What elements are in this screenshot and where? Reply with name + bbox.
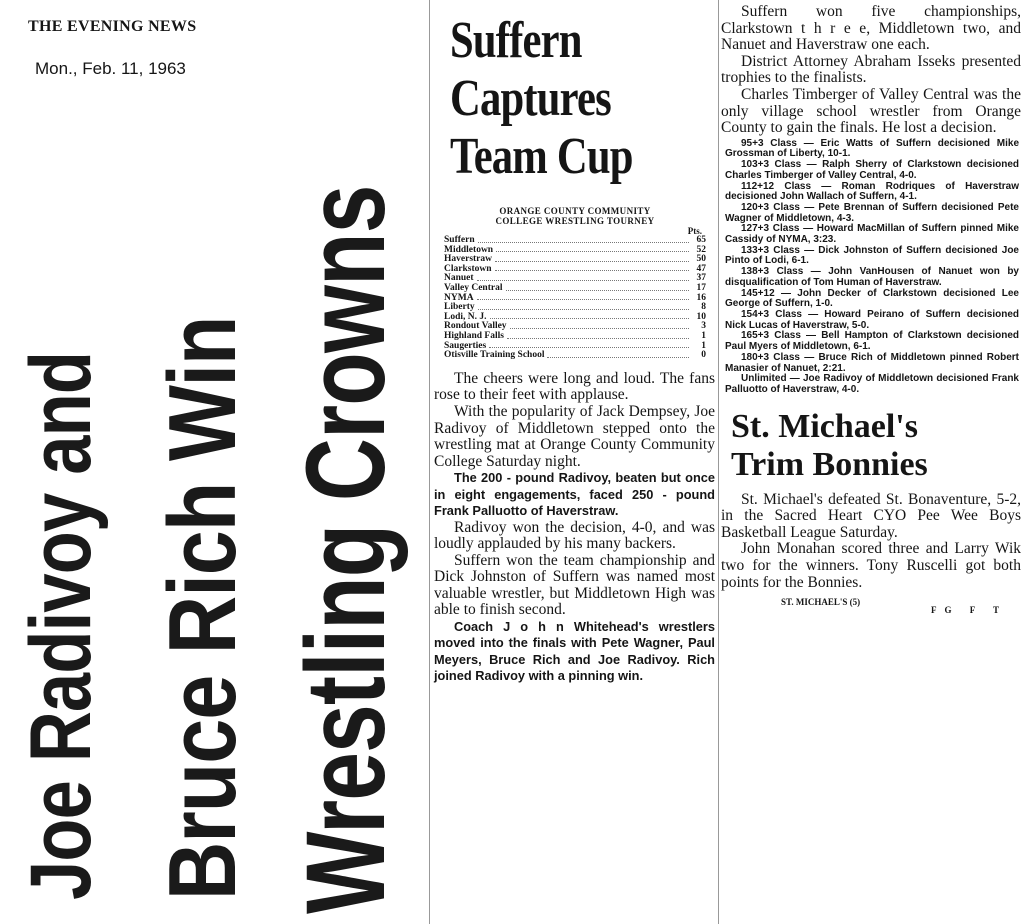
- headline-line-2: Bruce Rich Win: [149, 316, 256, 900]
- story-continued-column: [721, 0, 1021, 615]
- team-name: NYMA: [444, 292, 474, 303]
- team-points: 47: [696, 263, 706, 274]
- match-result: 112+12 Class — Roman Rodriques of Haverstraw decisioned John Wallach of Suffern, 4-1.: [725, 180, 1019, 203]
- standings-title: [444, 206, 706, 226]
- team-name: Rondout Valley: [444, 321, 507, 332]
- dot-leader: [495, 255, 689, 262]
- dot-leader: [506, 284, 690, 291]
- team-name: Liberty: [444, 302, 475, 313]
- team-points: 65: [696, 235, 706, 245]
- newspaper-name: THE EVENING NEWS: [28, 18, 197, 35]
- dot-leader: [495, 265, 689, 272]
- column-rule: [429, 0, 430, 924]
- story2-title-line: Trim Bonnies: [731, 445, 928, 483]
- match-result: 103+3 Class — Ralph Sherry of Clarkstown decisioned Charles Timberger of Valley Central, 4-0.: [725, 159, 1019, 181]
- team-name: Saugerties: [444, 340, 487, 351]
- team-name: Nanuet: [444, 273, 474, 284]
- match-results: [725, 139, 1019, 396]
- match-result: 127+3 Class — Howard MacMillan of Suffern pinned Mike Cassidy of NYMA, 3:23.: [725, 223, 1019, 246]
- match-result: Unlimited — Joe Radivoy of Middletown decisioned Frank Palluotto of Haverstraw, 4-0.: [725, 373, 1019, 395]
- dot-leader: [489, 342, 689, 349]
- headline-line-3: Wrestling Crowns: [283, 185, 408, 914]
- bold-paragraph: Coach J o h n Whitehead's wrestlers moved into the finals with Pete Wagner, Paul Meyers, Bruce Rich and Joe Radivoy. Rich joined Radivoy with a pinning win.: [434, 619, 715, 684]
- paragraph: John Monahan scored three and Larry Wik two for the winners. Tony Ruscelli got both points for the Bonnies.: [721, 540, 1021, 591]
- dot-leader: [477, 294, 689, 301]
- paragraph: With the popularity of Jack Dempsey, Joe Radivoy of Middletown stepped onto the wrestling mat at Orange County Community College Saturday night.: [434, 402, 715, 470]
- dot-leader: [478, 236, 689, 243]
- team-points: 16: [696, 292, 706, 303]
- team-points: 52: [696, 244, 706, 255]
- dot-leader: [510, 322, 689, 329]
- team-points: 50: [696, 254, 706, 265]
- paragraph: Suffern won five championships, Clarkstown t h r e e, Middletown two, and Nanuet and Haverstraw one each.: [721, 3, 1021, 54]
- dot-leader: [507, 332, 689, 339]
- paragraph: St. Michael's defeated St. Bonaventure, 5-2, in the Sacred Heart CYO Pee Wee Boys Basketball League Saturday.: [721, 490, 1021, 541]
- team-points: 37: [696, 273, 706, 284]
- paragraph: The cheers were long and loud. The fans rose to their feet with applause.: [434, 369, 715, 404]
- team-points: 8: [701, 302, 706, 313]
- story-title-line: Suffern: [450, 12, 582, 69]
- standings-title-line: COLLEGE WRESTLING TOURNEY: [495, 216, 655, 226]
- paragraph: Suffern won the team championship and Dick Johnston of Suffern was named most valuable wrestler, but Middletown High was able to finish second.: [434, 551, 715, 619]
- match-result: 145+12 — John Decker of Clarkstown decisioned Lee George of Suffern, 1-0.: [725, 287, 1019, 310]
- box-score: [721, 597, 1021, 615]
- story-suffern-column: [432, 0, 716, 685]
- team-name: Clarkstown: [444, 263, 492, 274]
- standings-row: [444, 351, 706, 361]
- standings-row: [444, 265, 706, 275]
- dot-leader: [478, 303, 689, 310]
- match-result: 120+3 Class — Pete Brennan of Suffern decisioned Pete Wagner of Middletown, 4-3.: [725, 201, 1019, 224]
- story-title: [450, 12, 729, 186]
- bold-paragraph: The 200 - pound Radivoy, beaten but once in eight engagements, faced 250 - pound Frank Palluotto of Haverstraw.: [434, 470, 715, 519]
- paragraph: Radivoy won the decision, 4-0, and was loudly applauded by his many backers.: [434, 518, 715, 553]
- team-points: 10: [696, 311, 706, 322]
- team-name: Valley Central: [444, 282, 503, 293]
- team-points: 3: [701, 321, 706, 332]
- dot-leader: [547, 351, 689, 358]
- match-result: 180+3 Class — Bruce Rich of Middletown pinned Robert Manasier of Nanuet, 2:21.: [725, 351, 1019, 374]
- masthead: [28, 18, 196, 79]
- points-header: Pts.: [687, 226, 702, 236]
- team-name: Middletown: [444, 244, 494, 255]
- standings-row: [444, 294, 706, 304]
- dot-leader: [490, 313, 690, 320]
- standings-table: [444, 206, 706, 361]
- team-points: 0: [701, 350, 706, 361]
- team-name: Otisville Training School: [444, 350, 545, 361]
- team-points: 1: [701, 330, 706, 341]
- match-result: 133+3 Class — Dick Johnston of Suffern decisioned Joe Pinto of Lodi, 6-1.: [725, 244, 1019, 267]
- match-result: 95+3 Class — Eric Watts of Suffern decisioned Mike Grossman of Liberty, 10-1.: [725, 137, 1019, 160]
- story-body: [434, 371, 715, 685]
- dot-leader: [496, 246, 689, 253]
- box-score-columns: FG F T: [930, 605, 1007, 616]
- story-continued-body: [721, 4, 1021, 137]
- standings-title-line: ORANGE COUNTY COMMUNITY: [499, 206, 651, 216]
- team-name: Haverstraw: [444, 254, 493, 265]
- story-title-line: Team Cup: [450, 128, 633, 185]
- story2-title-line: St. Michael's: [731, 407, 918, 445]
- team-name: Highland Falls: [444, 330, 504, 341]
- paragraph: Charles Timberger of Valley Central was the only village school wrestler from Orange County to gain the finals. He lost a decision.: [721, 85, 1021, 137]
- paragraph: District Attorney Abraham Isseks presented trophies to the finalists.: [721, 52, 1021, 87]
- team-points: 17: [696, 282, 706, 293]
- standings-row: [444, 284, 706, 294]
- team-name: Suffern: [444, 235, 475, 245]
- standings-rows: [444, 236, 706, 361]
- team-name: Lodi, N. J.: [444, 311, 487, 322]
- box-score-team: ST. MICHAEL'S (5): [781, 597, 861, 608]
- story2-title: [731, 408, 1021, 484]
- dot-leader: [477, 274, 689, 281]
- story2-body: [721, 492, 1021, 592]
- team-points: 1: [701, 340, 706, 351]
- publication-date: Mon., Feb. 11, 1963: [35, 59, 186, 78]
- match-result: 154+3 Class — Howard Peirano of Suffern decisioned Nick Lucas of Haverstraw, 5-0.: [725, 309, 1019, 331]
- headline-line-1: Joe Radivoy and: [13, 351, 109, 901]
- story-title-line: Captures: [450, 70, 611, 127]
- match-result: 165+3 Class — Bell Hampton of Clarkstown decisioned Paul Myers of Middletown, 6-1.: [725, 330, 1019, 353]
- match-result: 138+3 Class — John VanHousen of Nanuet won by disqualification of Tom Human of Haverstraw.: [725, 266, 1019, 288]
